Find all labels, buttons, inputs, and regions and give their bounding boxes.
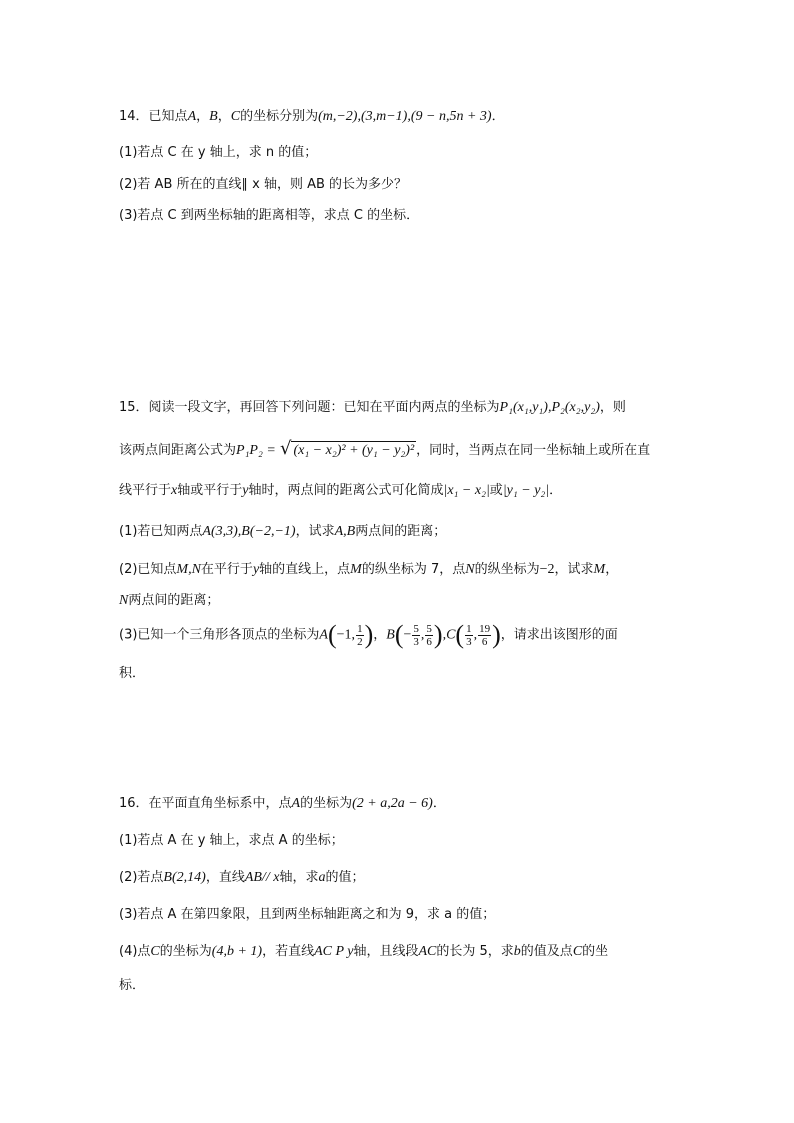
q14-coords: (m,−2),(3,m−1),(9 − n,5n + 3) (318, 109, 492, 124)
distance-formula-radicand: (x₁ − x₂)² + (y₁ − y₂)² (293, 443, 415, 458)
q15-line1: 15．阅读一段文字，再回答下列问题：已知在平面内两点的坐标为P₁(x₁,y₁),P₂(x₂,y₂)，则 (119, 400, 626, 415)
q16-part3: (3)若点 A 在第四象限，且到两坐标轴距离之和为 9，求 a 的值； (119, 907, 496, 922)
q15-part3-cont: 积． (119, 666, 146, 681)
q14-stem: 14．已知点A，B，C的坐标分别为(m,−2),(3,m−1),(9 − n,5n + 3)． (119, 109, 505, 124)
q15-part2: (2)已知点M,N在平行于y轴的直线上，点M的纵坐标为 7，点N的纵坐标为−2，试求M， (119, 562, 619, 577)
q16-stem: 16．在平面直角坐标系中，点A的坐标为(2 + a,2a − 6)． (119, 796, 446, 811)
fraction: $\frac{1}{3}$ (466, 622, 472, 648)
q14-part3: (3)若点 C 到两坐标轴的距离相等，求点 C 的坐标． (119, 208, 420, 223)
q15-part3: (3)已知一个三角形各顶点的坐标为A(−1, $\frac{1}{2}$ )，B(− $\frac{5}{3}$ , $\frac{5}{6}$ ),C( $\frac{1}{3}$ , $\frac{19}{6}$ )，请求出该图形的面 (119, 620, 618, 649)
fraction: $\frac{5}{3}$ (413, 622, 419, 648)
q15-line2: 该两点间距离公式为P₁P₂ = √ (x₁ − x₂)² + (y₁ − y₂)² ，同时，当两点在同一坐标轴上或所在直 (119, 438, 651, 459)
q16-part4-cont: 标． (119, 978, 146, 993)
q16-part1: (1)若点 A 在 y 轴上，求点 A 的坐标； (119, 833, 344, 848)
q15-line3: 线平行于x轴或平行于y轴时，两点间的距离公式可化简成|x₁ − x₂|或|y₁ − y₂|． (119, 483, 563, 498)
fraction: $\frac{5}{6}$ (426, 622, 432, 648)
q14-part1: (1)若点 C 在 y 轴上，求 n 的值； (119, 145, 318, 160)
q15-part1: (1)若已知两点A(3,3),B(−2,−1)，试求A,B两点间的距离； (119, 524, 447, 539)
q14-number: 14． (119, 109, 149, 124)
q16-part4: (4)点C的坐标为(4,b + 1)，若直线AC P y轴，且线段AC的长为 5，求b的值及点C的坐 (119, 944, 609, 959)
fraction: $\frac{19}{6}$ (479, 622, 491, 648)
fraction: $\frac{1}{2}$ (357, 622, 363, 648)
sqrt-symbol: √ (279, 438, 292, 459)
q16-part2: (2)若点B(2,14)，直线AB// x轴，求a的值； (119, 870, 365, 885)
q15-part2-cont: N两点间的距离； (119, 593, 220, 608)
q14-part2: (2)若 AB 所在的直线∥ x 轴，则 AB 的长为多少？ (119, 177, 408, 192)
